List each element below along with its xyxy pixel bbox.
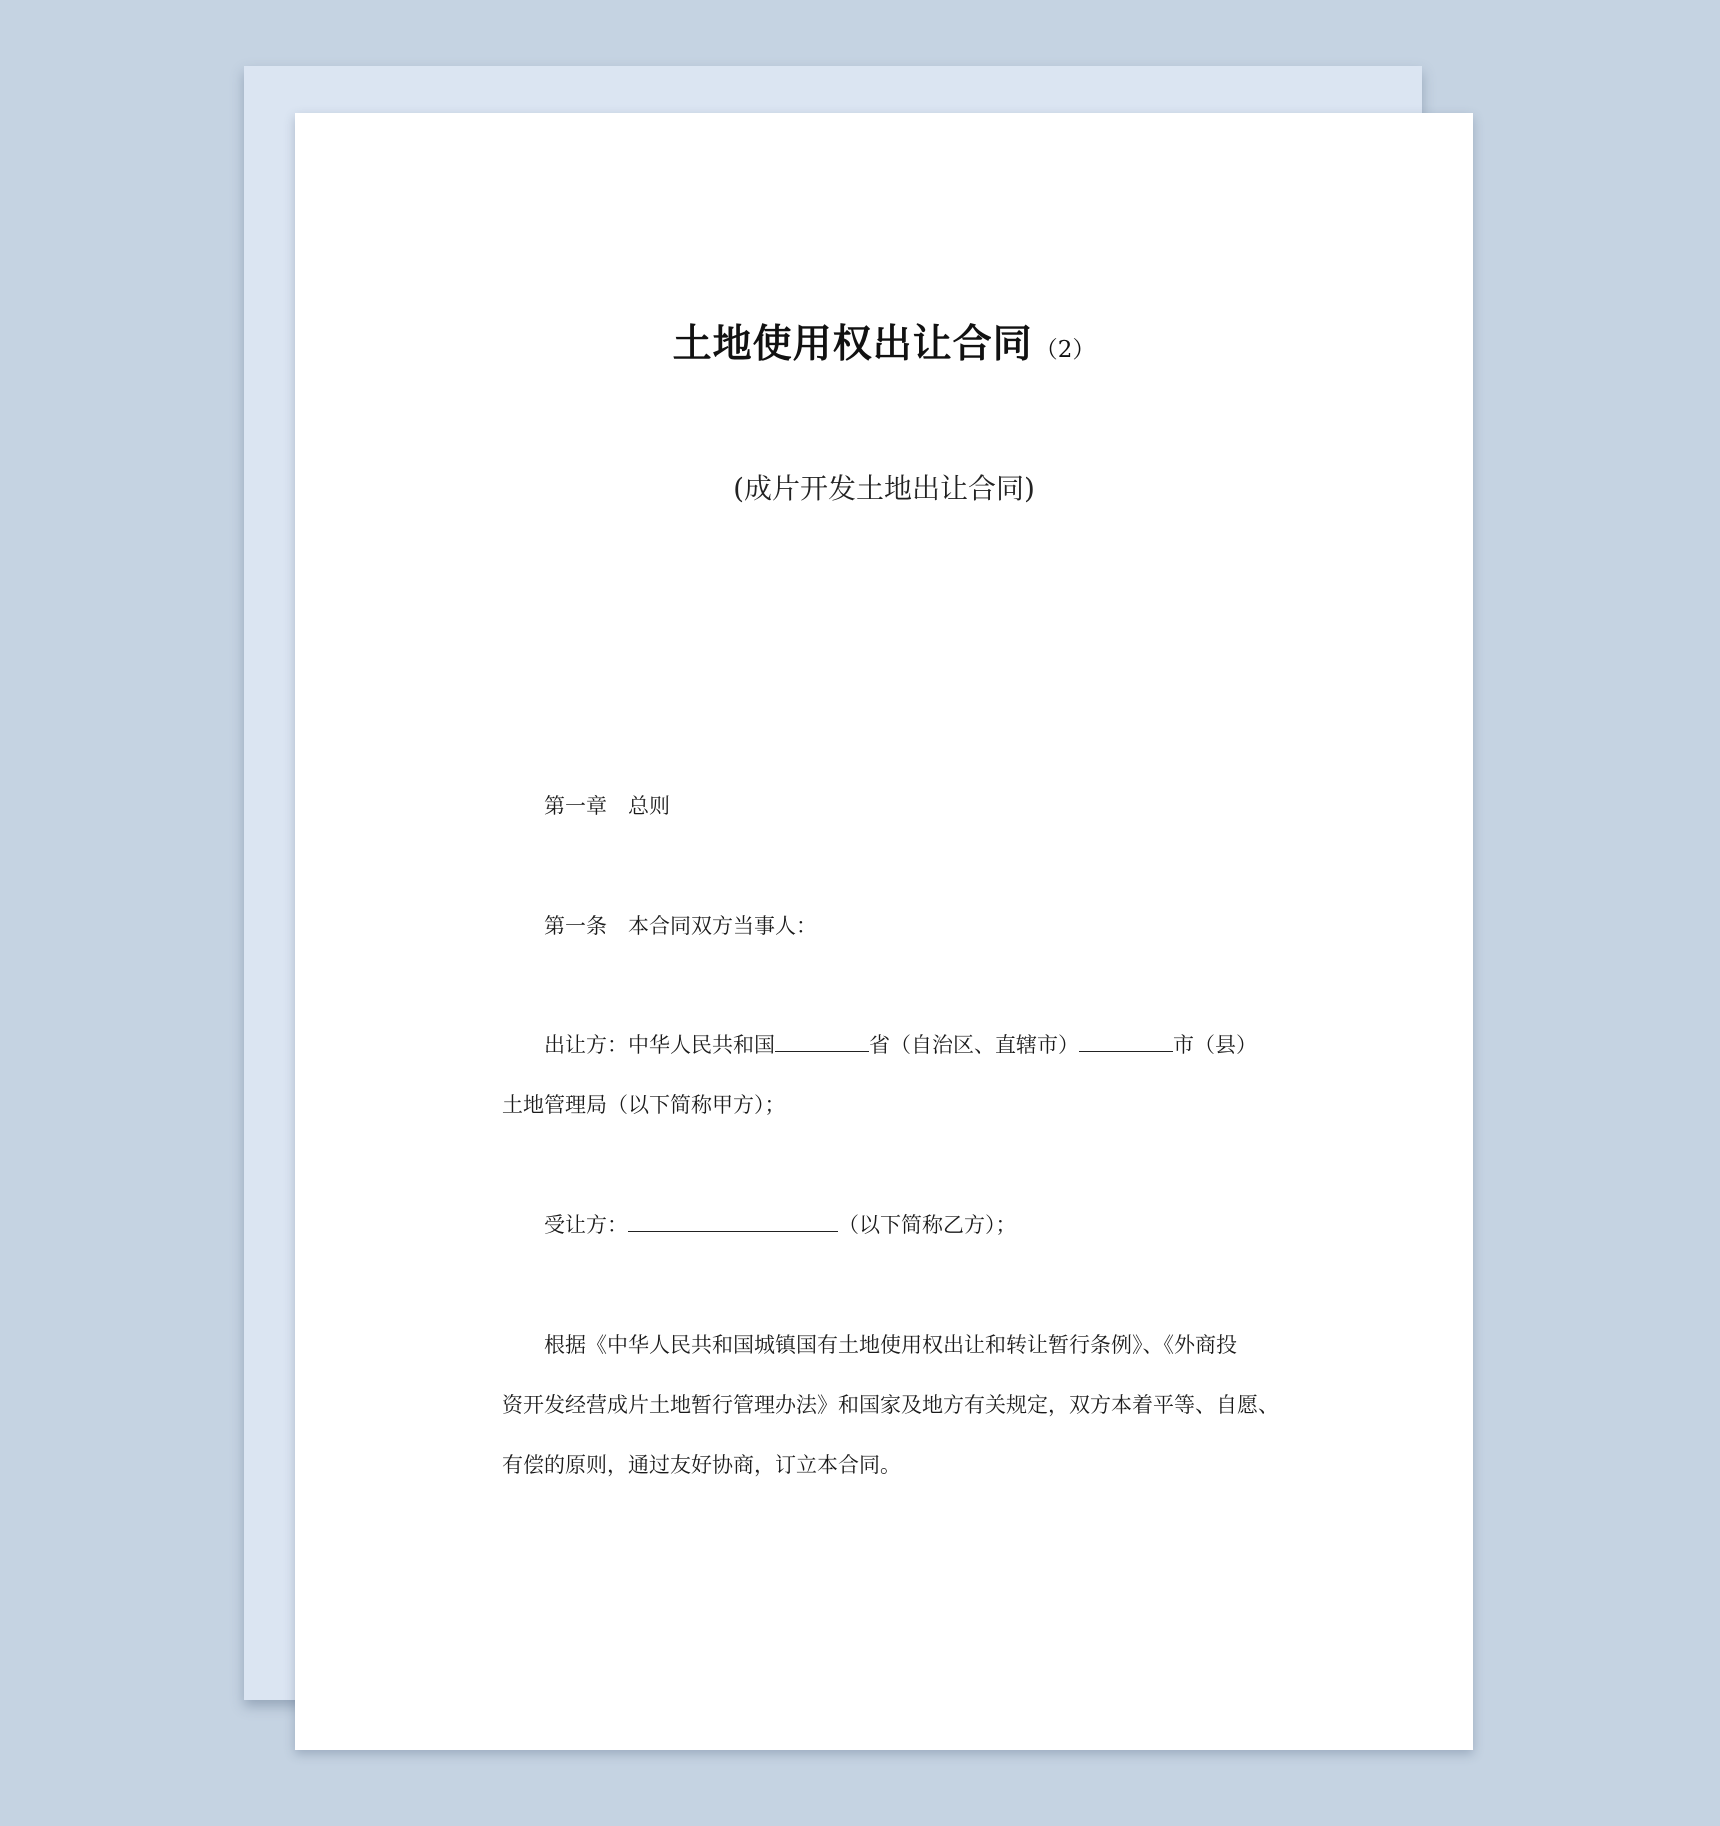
document-subtitle: (成片开发土地出让合同) <box>733 472 1035 505</box>
document-title <box>295 313 1473 369</box>
grantee-suffix: （以下简称乙方）； <box>838 1213 1017 1237</box>
document-title-suffix: （2） <box>1034 337 1096 363</box>
document-title-main: 土地使用权出让合同 <box>672 322 1033 367</box>
grantee-blank-field[interactable] <box>628 1209 838 1232</box>
grantee-line <box>502 1195 1282 1255</box>
grantor-prefix: 出让方：中华人民共和国 <box>544 1033 775 1057</box>
grantor-line <box>502 1015 1282 1075</box>
basis-line-3: 有偿的原则，通过友好协商，订立本合同。 <box>502 1453 901 1477</box>
document-page <box>295 113 1473 1750</box>
article-1-heading: 第一条 本合同双方当事人： <box>544 914 817 938</box>
basis-line-1: 根据《中华人民共和国城镇国有土地使用权出让和转让暂行条例》、《外商投 <box>544 1333 1237 1357</box>
chapter-heading: 第一章 总则 <box>544 794 670 818</box>
grantor-line-2: 土地管理局（以下简称甲方）； <box>502 1093 786 1117</box>
grantor-suffix: 市（县） <box>1173 1033 1257 1057</box>
basis-line-2: 资开发经营成片土地暂行管理办法》和国家及地方有关规定，双方本着平等、自愿、 <box>502 1393 1279 1417</box>
grantee-prefix: 受让方： <box>544 1213 628 1237</box>
province-blank-field[interactable] <box>775 1029 869 1052</box>
city-blank-field[interactable] <box>1079 1029 1173 1052</box>
grantor-mid: 省（自治区、直辖市） <box>869 1033 1079 1057</box>
